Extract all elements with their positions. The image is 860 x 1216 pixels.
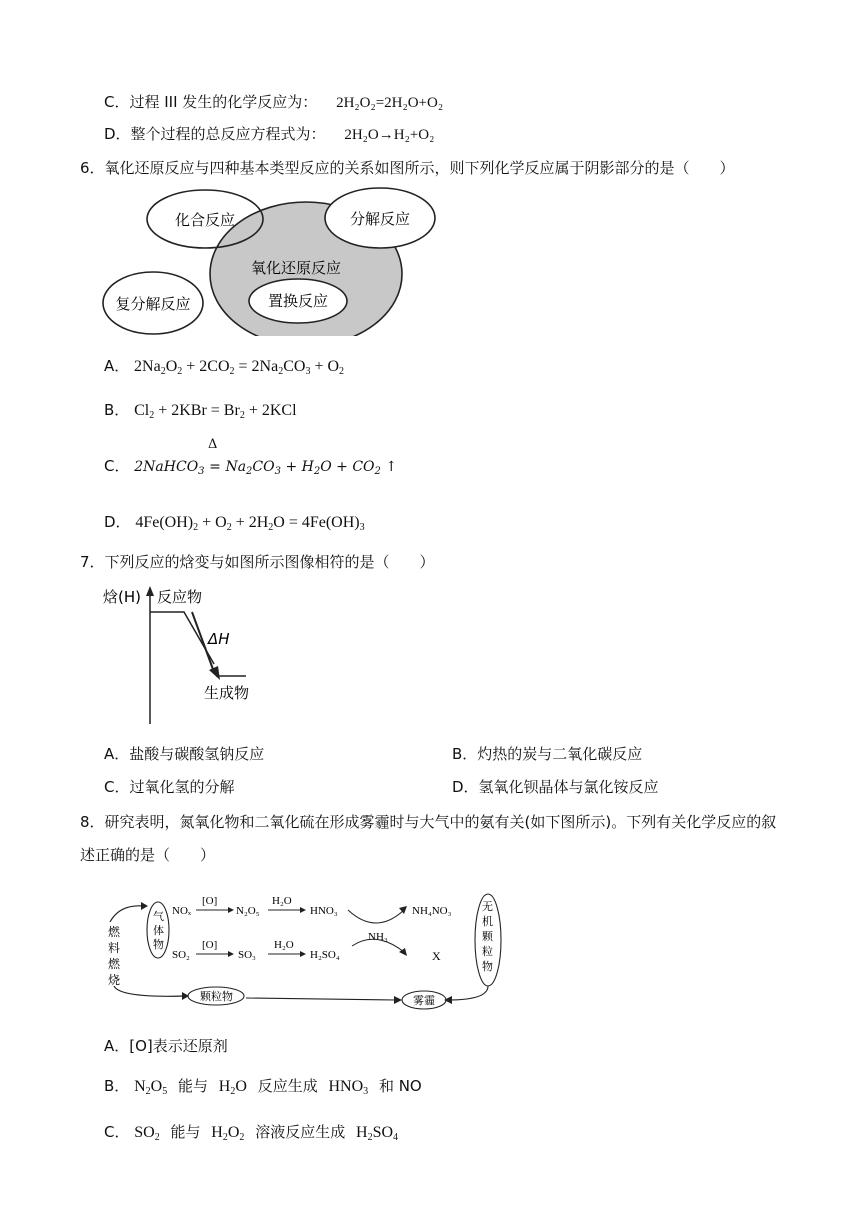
q7-enthalpy-graph: [100, 584, 270, 729]
q5-option-c-equation: 2H₂O₂=2H₂O+O₂: [336, 95, 444, 111]
q6-option-c-equation: 2NaHCO$_3$ Δ = $Na_2CO_3 + H_2O + CO_2$ ↑: [134, 437, 398, 477]
double-displacement-label: 复分解反应: [115, 295, 191, 313]
q8-option-b: [104, 1076, 422, 1102]
arrowhead-n2o5-hno3: [300, 907, 306, 913]
q7-option-b: B．灼热的炭与二氧化碳反应: [452, 745, 643, 763]
fuel-to-gas-arrowhead: [141, 902, 148, 910]
q5-option-d-label: D．整个过程的总反应方程式为：: [104, 125, 326, 143]
q8-option-b-n2o5: $N_2O_5$: [134, 1078, 168, 1097]
q6-option-c-label: C．: [104, 457, 130, 475]
fuel-char-3: 燃: [108, 957, 121, 971]
fuel-to-particles-arrow: [114, 986, 184, 996]
q5-option-d-equation: 2H₂O→H₂+O₂: [344, 127, 435, 143]
q8-option-b-hno3: $HNO_3$: [328, 1078, 369, 1097]
oxidizer-label-2: [O]: [202, 939, 218, 951]
n2o5-label: N₂O₅: [236, 905, 260, 917]
redox-label: 氧化还原反应: [250, 259, 342, 277]
q7-option-d: D．氢氧化钡晶体与氯化铵反应: [452, 778, 659, 796]
inorg-char-3: 颗: [482, 930, 493, 943]
delta-h-label: ΔH: [208, 630, 230, 648]
q6-option-d-label: D．: [104, 513, 131, 531]
particles-to-haze-arrow: [246, 998, 396, 1000]
q6-stem: 6．氧化还原反应与四种基本类型反应的关系如图所示，则下列化学反应属于阴影部分的是（ ）: [80, 159, 735, 177]
inorganic-to-haze-arrow: [448, 986, 488, 1000]
q6-option-b-label: B．: [104, 401, 130, 419]
q8-stem-line1: 8．研究表明，氮氧化物和二氧化硫在形成雾霾时与大气中的氨有关(如下图所示)。下列有关化学反应的叙: [80, 813, 777, 831]
fuel-char-4: 烧: [108, 973, 121, 987]
oxidizer-label-1: [O]: [202, 895, 218, 907]
q8-option-c-h2o2: $H_2O_2$: [211, 1124, 245, 1143]
inorg-char-5: 物: [482, 960, 493, 973]
displacement-label: 置换反应: [267, 292, 329, 310]
q6-option-b-equation: $Cl_2 + 2KBr = Br_2 + 2KCl$: [134, 402, 297, 421]
product-label: 生成物: [204, 684, 250, 702]
q6-option-a-equation: $2Na_2O_2 + 2CO_2 = 2Na_2CO_3 + O_2$: [134, 358, 345, 377]
q6-venn-diagram: [96, 186, 446, 336]
q5-option-d: [104, 124, 434, 145]
q8-option-c-label: C．: [104, 1123, 130, 1141]
q8-stem-line2: 述正确的是（ ）: [80, 846, 216, 864]
q8-option-b-text1: 能与: [177, 1077, 208, 1095]
x-label: X: [432, 949, 441, 963]
inorg-char-1: 无: [482, 900, 493, 913]
delta-h-arrow-head: [209, 666, 220, 680]
arrowhead-nox-n2o5: [228, 907, 234, 913]
so3-label: SO₃: [238, 949, 256, 961]
water-label-2: H₂O: [274, 939, 294, 951]
q8-option-a: A．[O]表示还原剂: [104, 1037, 228, 1055]
q5-option-c-label: C．过程 III 发生的化学反应为：: [104, 93, 318, 111]
q8-option-c-h2so4: $H_2SO_4$: [356, 1124, 399, 1143]
gas-char-1: 气: [153, 910, 164, 923]
q6-option-c: [104, 437, 398, 482]
fuel-char-2: 料: [108, 941, 121, 955]
fuel-to-gas-arrow: [110, 906, 144, 922]
arrowhead-so2-so3: [228, 951, 234, 957]
so2-label: SO₂: [172, 949, 190, 961]
ammonia-label: NH₃: [368, 931, 388, 943]
q8-flow-diagram: [96, 886, 516, 1016]
gas-char-2: 体: [153, 924, 164, 937]
inorg-char-4: 粒: [482, 945, 493, 958]
q8-option-b-h2o: $H_2O$: [218, 1078, 247, 1097]
q6-option-d: [104, 512, 365, 538]
fuel-char-1: 燃: [108, 925, 121, 939]
q8-option-c-text1: 能与: [170, 1123, 201, 1141]
q8-option-b-text2: 反应生成: [257, 1077, 318, 1095]
q5-option-c: [104, 92, 443, 113]
combination-label: 化合反应: [174, 211, 236, 229]
q7-stem: 7．下列反应的焓变与如图所示图像相符的是（ ）: [80, 553, 435, 571]
q7-option-a: A．盐酸与碳酸氢钠反应: [104, 745, 265, 763]
hno3-label: HNO₃: [310, 905, 338, 917]
q6-option-d-equation: $4Fe(OH)_2 + O_2 + 2H_2O = 4Fe(OH)_3$: [135, 514, 365, 533]
q7-option-c: C．过氧化氢的分解: [104, 778, 235, 796]
particles-to-haze-arrowhead: [394, 996, 402, 1004]
reactant-label: 反应物: [157, 588, 203, 606]
water-label-1: H₂O: [272, 895, 292, 907]
q8-option-c-text2: 溶液反应生成: [255, 1123, 346, 1141]
particles-label: 颗粒物: [200, 990, 233, 1003]
q8-option-c-so2: $SO_2$: [134, 1124, 160, 1143]
q6-option-a: [104, 356, 344, 382]
hno3-to-nh4no3-curve: [348, 910, 404, 923]
nox-label: NOₓ: [172, 905, 192, 917]
q8-option-b-text3: 和 NO: [378, 1077, 422, 1095]
h2so4-label: H₂SO₄: [310, 949, 340, 961]
reactant-level: [150, 612, 214, 664]
nh4no3-label: NH₄NO₃: [412, 905, 452, 917]
q6-option-a-label: A．: [104, 357, 130, 375]
gas-char-3: 物: [153, 938, 164, 951]
y-axis-label: 焓(H): [103, 588, 141, 606]
haze-label: 雾霾: [413, 994, 435, 1007]
inorg-char-2: 机: [482, 915, 493, 928]
decomposition-label: 分解反应: [349, 210, 411, 228]
y-axis-arrow: [146, 586, 154, 596]
q6-option-b: [104, 400, 297, 426]
q8-option-b-label: B．: [104, 1077, 130, 1095]
q8-option-c: [104, 1122, 398, 1148]
arrowhead-so3-h2so4: [300, 951, 306, 957]
